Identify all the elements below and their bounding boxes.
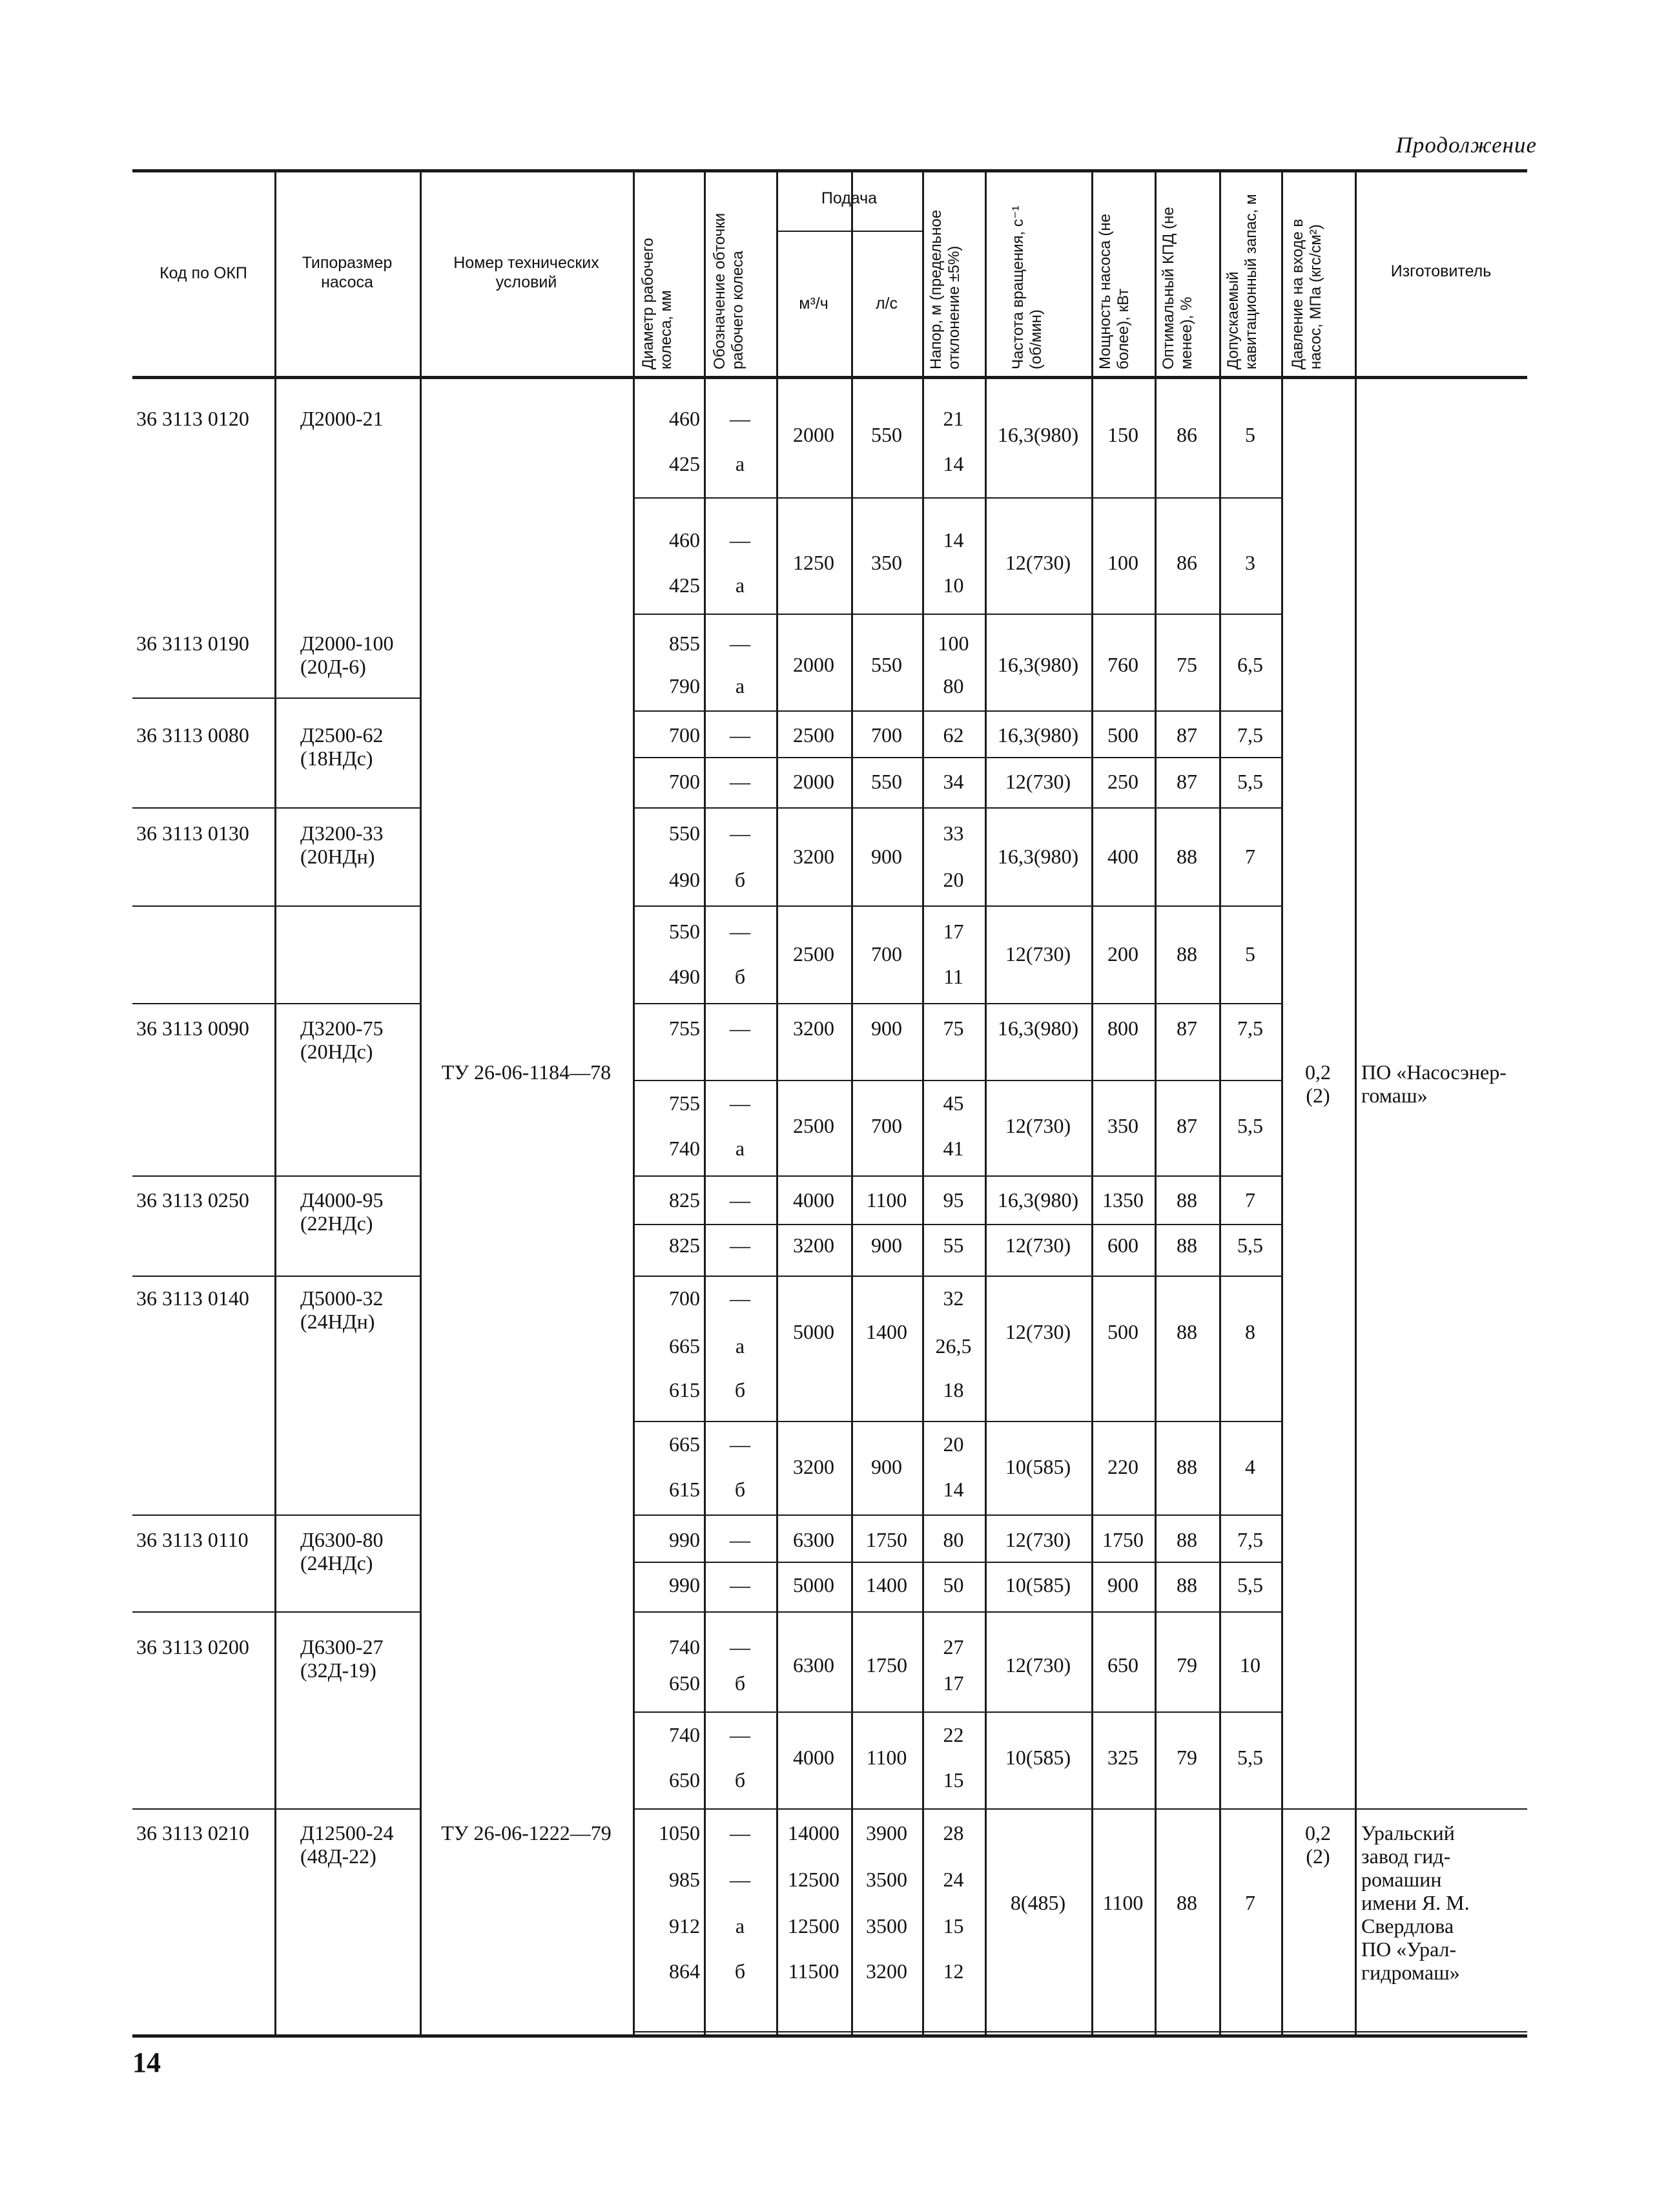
trim-cell: — (730, 1234, 750, 1257)
head-cell: 22 (943, 1723, 964, 1746)
trim-cell: — (730, 920, 750, 943)
power-cell: 1750 (1102, 1528, 1144, 1551)
feed-ls-cell: 1400 (866, 1320, 907, 1343)
header-diameter: Диаметр рабочего колеса, мм (639, 238, 675, 369)
diameter-cell: 740 (669, 1723, 700, 1746)
column-rule (1155, 169, 1157, 2034)
feed-ls-cell: 350 (871, 551, 902, 574)
feed-m3-cell: 2500 (793, 1114, 834, 1137)
mode-separator (633, 1562, 1281, 1563)
table-top-rule (132, 169, 1527, 172)
header-pressure: Давление на входе в насос, МПа (кгс/см²) (1289, 218, 1324, 369)
feed-ls-cell: 3200 (866, 1959, 907, 1983)
diameter-cell: 1050 (659, 1821, 700, 1845)
head-cell: 20 (943, 868, 964, 891)
feed-m3-cell: 2000 (793, 653, 834, 676)
trim-cell: — (730, 1188, 750, 1212)
speed-cell: 16,3(980) (997, 1017, 1079, 1040)
okp-code-cell: 36 3113 0210 (136, 1821, 249, 1845)
diameter-cell: 665 (669, 1334, 700, 1358)
efficiency-cell: 87 (1177, 723, 1197, 747)
mode-separator (633, 1276, 1281, 1277)
mode-separator (633, 807, 1281, 809)
head-cell: 17 (943, 1671, 964, 1695)
power-cell: 650 (1107, 1653, 1138, 1677)
column-rule (704, 169, 706, 2034)
cavitation-cell: 10 (1240, 1653, 1260, 1677)
diameter-cell: 615 (669, 1378, 700, 1401)
diameter-cell: 665 (669, 1432, 700, 1456)
okp-code-cell: 36 3113 0120 (136, 407, 249, 430)
cavitation-cell: 3 (1245, 551, 1255, 574)
trim-cell: — (730, 1868, 750, 1891)
power-cell: 250 (1107, 770, 1138, 793)
head-cell: 12 (943, 1959, 964, 1983)
trim-cell: а (735, 1914, 745, 1938)
head-cell: 80 (943, 674, 964, 698)
diameter-cell: 912 (669, 1914, 700, 1938)
diameter-cell: 550 (669, 822, 700, 845)
header-bottom-rule (132, 376, 1527, 379)
feed-m3-cell: 2500 (793, 723, 834, 747)
head-cell: 28 (943, 1821, 964, 1845)
mode-separator (633, 1003, 1281, 1004)
speed-cell: 12(730) (1005, 1320, 1071, 1343)
page-number: 14 (132, 2047, 161, 2078)
diameter-cell: 460 (669, 407, 700, 430)
speed-cell: 16,3(980) (997, 423, 1079, 446)
speed-cell: 10(585) (1005, 1455, 1071, 1478)
diameter-cell: 700 (669, 723, 700, 747)
speed-cell: 8(485) (1010, 1891, 1066, 1914)
feed-m3-cell: 2000 (793, 423, 834, 446)
power-cell: 800 (1107, 1017, 1138, 1040)
pump-type-cell: Д5000-32 (24НДн) (300, 1287, 384, 1333)
diameter-cell: 425 (669, 574, 700, 597)
feed-m3-cell: 4000 (793, 1188, 834, 1212)
mode-separator (633, 1711, 1281, 1713)
feed-m3-cell: 5000 (793, 1320, 834, 1343)
head-cell: 55 (943, 1234, 964, 1257)
feed-ls-cell: 900 (871, 1017, 902, 1040)
header-maker: Изготовитель (1390, 262, 1492, 280)
power-cell: 1100 (1102, 1891, 1144, 1914)
trim-cell: а (735, 674, 745, 698)
efficiency-cell: 88 (1177, 1320, 1197, 1343)
group-separator (132, 1514, 420, 1516)
diameter-cell: 864 (669, 1959, 700, 1983)
feed-ls-cell: 700 (871, 1114, 902, 1137)
speed-cell: 12(730) (1005, 1528, 1071, 1551)
diameter-cell: 790 (669, 674, 700, 698)
trim-cell: а (735, 452, 745, 475)
tu-cell: ТУ 26-06-1184—78 (441, 1060, 612, 1084)
pump-type-cell: Д4000-95 (22НДс) (300, 1188, 384, 1235)
efficiency-cell: 79 (1177, 1653, 1197, 1677)
feed-ls-cell: 550 (871, 770, 902, 793)
diameter-cell: 700 (669, 1287, 700, 1310)
trim-cell: а (735, 574, 745, 597)
efficiency-cell: 88 (1177, 942, 1197, 966)
feed-m3-cell: 2000 (793, 770, 834, 793)
feed-ls-cell: 1750 (866, 1528, 907, 1551)
diameter-cell: 700 (669, 770, 700, 793)
diameter-cell: 550 (669, 920, 700, 943)
head-cell: 33 (943, 822, 964, 845)
head-cell: 32 (943, 1287, 964, 1310)
column-rule (274, 169, 276, 2034)
efficiency-cell: 87 (1177, 1017, 1197, 1040)
efficiency-cell: 88 (1177, 1455, 1197, 1478)
feed-m3-cell: 6300 (793, 1653, 834, 1677)
feed-ls-cell: 1400 (866, 1573, 907, 1597)
feed-ls-cell: 900 (871, 1455, 902, 1478)
head-cell: 21 (943, 407, 964, 430)
power-cell: 150 (1107, 423, 1138, 446)
power-cell: 350 (1107, 1114, 1138, 1137)
cavitation-cell: 7 (1245, 845, 1255, 868)
feed-m3-cell: 3200 (793, 1455, 834, 1478)
trim-cell: — (730, 822, 750, 845)
column-rule (922, 169, 924, 2034)
maker-cell: ПО «Насосэнер- гомаш» (1361, 1060, 1507, 1107)
speed-cell: 12(730) (1005, 551, 1071, 574)
trim-cell: — (730, 1528, 750, 1551)
table-bottom-rule (132, 2034, 1527, 2038)
mode-separator (633, 1514, 1281, 1516)
diameter-cell: 740 (669, 1635, 700, 1659)
head-cell: 50 (943, 1573, 964, 1597)
efficiency-cell: 87 (1177, 770, 1197, 793)
head-cell: 80 (943, 1528, 964, 1551)
diameter-cell: 740 (669, 1137, 700, 1160)
head-cell: 20 (943, 1432, 964, 1456)
speed-cell: 16,3(980) (997, 723, 1079, 747)
trim-cell: — (730, 1287, 750, 1310)
feed-m3-cell: 3200 (793, 845, 834, 868)
header-efficiency: Оптимальный КПД (не менее), % (1160, 207, 1195, 369)
column-rule (633, 169, 635, 2034)
head-cell: 10 (943, 574, 964, 597)
mode-separator (633, 1224, 1281, 1225)
efficiency-cell: 88 (1177, 1188, 1197, 1212)
trim-cell: б (734, 1671, 746, 1695)
cavitation-cell: 5,5 (1237, 770, 1263, 793)
column-rule (420, 169, 422, 2034)
okp-code-cell: 36 3113 0200 (136, 1635, 249, 1659)
mode-separator (633, 1421, 1281, 1422)
trim-cell: б (734, 1478, 746, 1501)
diameter-cell: 855 (669, 632, 700, 655)
speed-cell: 16,3(980) (997, 653, 1079, 676)
pump-type-cell: Д12500-24 (48Д-22) (300, 1821, 394, 1868)
feed-ls-cell: 1100 (866, 1188, 907, 1212)
header-tu: Номер технических условий (453, 254, 599, 291)
group-separator (1281, 1808, 1527, 1810)
trim-cell: а (735, 1137, 745, 1160)
efficiency-cell: 86 (1177, 551, 1197, 574)
cavitation-cell: 5,5 (1237, 1746, 1263, 1769)
header-power: Мощность насоса (не более), кВт (1096, 214, 1132, 369)
trim-cell: — (730, 1017, 750, 1040)
tu-cell: ТУ 26-06-1222—79 (441, 1821, 612, 1845)
cavitation-cell: 6,5 (1237, 653, 1263, 676)
okp-code-cell: 36 3113 0140 (136, 1287, 249, 1310)
head-cell: 95 (943, 1188, 964, 1212)
power-cell: 325 (1107, 1746, 1138, 1769)
feed-ls-cell: 1750 (866, 1653, 907, 1677)
feed-m3-cell: 2500 (793, 942, 834, 966)
table-bottom-rule-inner (633, 2031, 1527, 2032)
pump-type-cell: Д6300-80 (24НДс) (300, 1528, 384, 1575)
trim-cell: — (730, 1635, 750, 1659)
head-cell: 11 (943, 965, 963, 988)
pump-type-cell: Д2500-62 (18НДс) (300, 723, 384, 770)
diameter-cell: 755 (669, 1017, 700, 1040)
column-rule (1091, 169, 1093, 2034)
feed-m3-cell: 1250 (793, 551, 834, 574)
efficiency-cell: 75 (1177, 653, 1197, 676)
power-cell: 900 (1107, 1573, 1138, 1597)
head-cell: 34 (943, 770, 964, 793)
power-cell: 400 (1107, 845, 1138, 868)
power-cell: 200 (1107, 942, 1138, 966)
cavitation-cell: 5 (1245, 423, 1255, 446)
cavitation-cell: 5,5 (1237, 1234, 1263, 1257)
cavitation-cell: 5,5 (1237, 1573, 1263, 1597)
head-cell: 14 (943, 1478, 964, 1501)
trim-cell: — (730, 1723, 750, 1746)
speed-cell: 12(730) (1005, 770, 1071, 793)
trim-cell: — (730, 770, 750, 793)
speed-cell: 12(730) (1005, 1114, 1071, 1137)
diameter-cell: 460 (669, 528, 700, 552)
head-cell: 100 (938, 632, 969, 655)
header-speed: Частота вращения, с⁻¹ (об/мин) (1009, 205, 1045, 369)
diameter-cell: 990 (669, 1573, 700, 1597)
head-cell: 17 (943, 920, 964, 943)
group-separator (132, 1276, 420, 1277)
diameter-cell: 985 (669, 1868, 700, 1891)
speed-cell: 10(585) (1005, 1573, 1071, 1597)
power-cell: 220 (1107, 1455, 1138, 1478)
diameter-cell: 650 (669, 1768, 700, 1792)
cavitation-cell: 4 (1245, 1455, 1255, 1478)
head-cell: 75 (943, 1017, 964, 1040)
efficiency-cell: 88 (1177, 1528, 1197, 1551)
column-rule (851, 169, 853, 2034)
diameter-cell: 825 (669, 1188, 700, 1212)
cavitation-cell: 7 (1245, 1188, 1255, 1212)
cavitation-cell: 7,5 (1237, 1017, 1263, 1040)
column-rule (985, 169, 987, 2034)
header-type: Типоразмер насоса (302, 254, 393, 291)
feed-ls-cell: 700 (871, 723, 902, 747)
group-separator (132, 1808, 420, 1810)
feed-m3-cell: 12500 (788, 1868, 839, 1891)
feed-ls-cell: 550 (871, 423, 902, 446)
cavitation-cell: 7 (1245, 1891, 1255, 1914)
feed-m3-cell: 12500 (788, 1914, 839, 1938)
trim-cell: — (730, 1821, 750, 1845)
diameter-cell: 490 (669, 965, 700, 988)
feed-subheader-rule (776, 231, 922, 232)
feed-m3-cell: 6300 (793, 1528, 834, 1551)
head-cell: 24 (943, 1868, 964, 1891)
head-cell: 18 (943, 1378, 964, 1401)
speed-cell: 16,3(980) (997, 1188, 1079, 1212)
power-cell: 600 (1107, 1234, 1138, 1257)
efficiency-cell: 88 (1177, 1573, 1197, 1597)
head-cell: 14 (943, 452, 964, 475)
feed-m3-cell: 3200 (793, 1017, 834, 1040)
speed-cell: 16,3(980) (997, 845, 1079, 868)
cavitation-cell: 5,5 (1237, 1114, 1263, 1137)
pump-type-cell: Д2000-100 (20Д-6) (300, 632, 394, 678)
pump-type-cell: Д3200-75 (20НДс) (300, 1017, 384, 1063)
diameter-cell: 990 (669, 1528, 700, 1551)
header-trim: Обозначение обточки рабочего колеса (711, 212, 746, 369)
efficiency-cell: 88 (1177, 845, 1197, 868)
okp-code-cell: 36 3113 0130 (136, 822, 249, 845)
power-cell: 500 (1107, 1320, 1138, 1343)
head-cell: 41 (943, 1137, 964, 1160)
trim-cell: — (730, 528, 750, 552)
head-cell: 45 (943, 1091, 964, 1115)
pump-type-cell: Д2000-21 (300, 407, 384, 430)
trim-cell: — (730, 723, 750, 747)
diameter-cell: 615 (669, 1478, 700, 1501)
feed-ls-cell: 3900 (866, 1821, 907, 1845)
trim-cell: б (734, 1378, 746, 1401)
okp-code-cell: 36 3113 0110 (136, 1528, 249, 1551)
mode-separator (633, 497, 1281, 499)
header-feed-ls: л/с (875, 295, 898, 313)
group-separator (132, 905, 420, 907)
pump-type-cell: Д6300-27 (32Д-19) (300, 1635, 384, 1682)
maker-cell: Уральский завод гид- ромашин имени Я. М. Свердлова ПО «Урал- гидромаш» (1361, 1821, 1470, 1984)
pump-type-cell: Д3200-33 (20НДн) (300, 822, 384, 868)
feed-ls-cell: 3500 (866, 1868, 907, 1891)
feed-m3-cell: 11500 (788, 1959, 839, 1983)
mode-separator (633, 1175, 1281, 1177)
group-separator (132, 1611, 420, 1613)
feed-ls-cell: 3500 (866, 1914, 907, 1938)
group-separator (132, 1003, 420, 1004)
feed-m3-cell: 5000 (793, 1573, 834, 1597)
feed-ls-cell: 1100 (866, 1746, 907, 1769)
head-cell: 62 (943, 723, 964, 747)
group-separator (132, 1175, 420, 1177)
trim-cell: — (730, 407, 750, 430)
header-feed: Подача (821, 189, 878, 207)
column-rule (776, 169, 778, 2034)
diameter-cell: 425 (669, 452, 700, 475)
okp-code-cell: 36 3113 0090 (136, 1017, 249, 1040)
trim-cell: б (734, 868, 746, 891)
mode-separator (633, 614, 1281, 615)
feed-ls-cell: 550 (871, 653, 902, 676)
feed-m3-cell: 4000 (793, 1746, 834, 1769)
okp-code-cell: 36 3113 0080 (136, 723, 249, 747)
feed-m3-cell: 14000 (788, 1821, 839, 1845)
trim-cell: б (734, 1959, 746, 1983)
efficiency-cell: 88 (1177, 1891, 1197, 1914)
diameter-cell: 825 (669, 1234, 700, 1257)
trim-cell: б (734, 965, 746, 988)
diameter-cell: 650 (669, 1671, 700, 1695)
trim-cell: а (735, 1334, 745, 1358)
okp-code-cell: 36 3113 0250 (136, 1188, 249, 1212)
trim-cell: — (730, 1091, 750, 1115)
speed-cell: 12(730) (1005, 1653, 1071, 1677)
power-cell: 500 (1107, 723, 1138, 747)
trim-cell: — (730, 632, 750, 655)
group-separator (132, 698, 420, 699)
header-cavitation: Допускаемый кавитационный запас, м (1224, 194, 1260, 369)
speed-cell: 10(585) (1005, 1746, 1071, 1769)
head-cell: 27 (943, 1635, 964, 1659)
power-cell: 100 (1107, 551, 1138, 574)
cavitation-cell: 7,5 (1237, 723, 1263, 747)
head-cell: 15 (943, 1768, 964, 1792)
head-cell: 14 (943, 528, 964, 552)
efficiency-cell: 87 (1177, 1114, 1197, 1137)
speed-cell: 12(730) (1005, 1234, 1071, 1257)
head-cell: 15 (943, 1914, 964, 1938)
diameter-cell: 490 (669, 868, 700, 891)
speed-cell: 12(730) (1005, 942, 1071, 966)
cavitation-cell: 7,5 (1237, 1528, 1263, 1551)
pressure-cell: 0,2 (2) (1305, 1060, 1331, 1107)
header-code: Код по ОКП (159, 264, 247, 282)
feed-m3-cell: 3200 (793, 1234, 834, 1257)
feed-ls-cell: 900 (871, 845, 902, 868)
efficiency-cell: 86 (1177, 423, 1197, 446)
cavitation-cell: 8 (1245, 1320, 1255, 1343)
trim-cell: — (730, 1432, 750, 1456)
mode-separator (633, 1611, 1281, 1613)
efficiency-cell: 88 (1177, 1234, 1197, 1257)
power-cell: 1350 (1102, 1188, 1144, 1212)
column-rule (1355, 169, 1357, 2034)
header-head: Напор, м (предельное отклонение ±5%) (927, 209, 963, 369)
feed-ls-cell: 900 (871, 1234, 902, 1257)
continuation-label: Продолжение (1395, 132, 1537, 158)
group-separator (132, 807, 420, 809)
mode-separator (633, 757, 1281, 758)
efficiency-cell: 79 (1177, 1746, 1197, 1769)
pressure-cell: 0,2 (2) (1305, 1821, 1331, 1868)
head-cell: 26,5 (935, 1334, 972, 1358)
mode-separator (633, 710, 1281, 712)
trim-cell: — (730, 1573, 750, 1597)
diameter-cell: 755 (669, 1091, 700, 1115)
power-cell: 760 (1107, 653, 1138, 676)
header-feed-m3: м³/ч (799, 295, 828, 313)
mode-separator (633, 905, 1281, 907)
mode-separator (633, 1080, 1281, 1081)
feed-ls-cell: 700 (871, 942, 902, 966)
cavitation-cell: 5 (1245, 942, 1255, 966)
column-rule (1219, 169, 1221, 2034)
group-separator (633, 1808, 1281, 1810)
okp-code-cell: 36 3113 0190 (136, 632, 249, 655)
trim-cell: б (734, 1768, 746, 1792)
